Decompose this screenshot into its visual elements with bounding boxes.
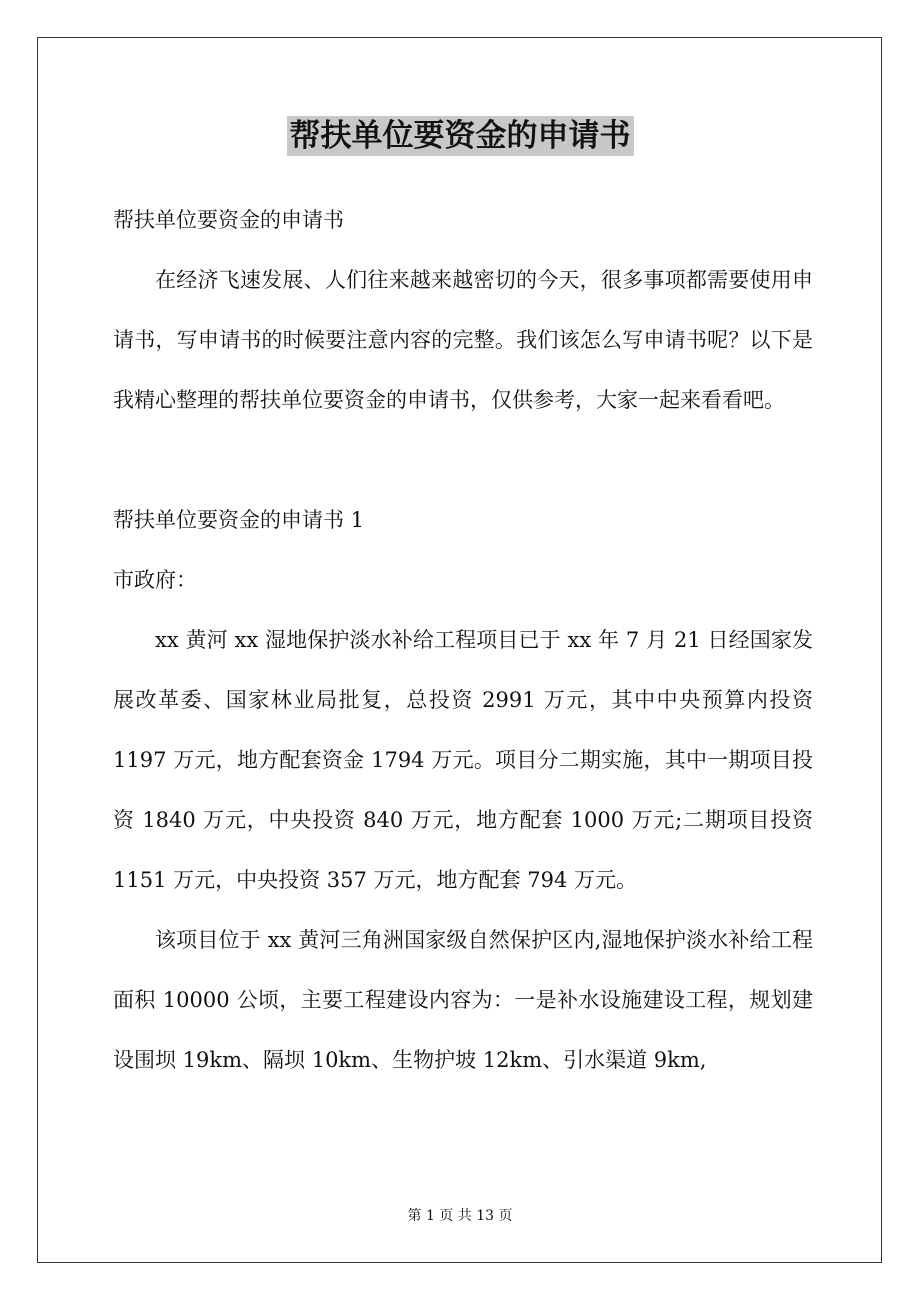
section-heading: 帮扶单位要资金的申请书 1 xyxy=(113,508,365,532)
document-subtitle: 帮扶单位要资金的申请书 xyxy=(113,208,344,232)
document-title xyxy=(0,112,920,160)
document-body xyxy=(113,190,813,1090)
body-paragraph-1: xx 黄河 xx 湿地保护淡水补给工程项目已于 xx 年 7 月 21 日经国家发展改革委、国家林业局批复，总投资 2991 万元，其中中央预算内投资 1197 万元，地方配套资金 1794 万元。项目分二期实施，其中一期项目投资 1840 万元，中央投资 840 万元，地方配套 1000 万元;二期项目投资 1151 万元，中央投资 357 万元，地方配套 794 万元。 xyxy=(113,628,813,892)
page-footer: 第 1 页 共 13 页 xyxy=(407,1208,513,1224)
body-paragraph-2: 该项目位于 xx 黄河三角洲国家级自然保护区内,湿地保护淡水补给工程面积 10000 公顷，主要工程建设内容为：一是补水设施建设工程，规划建设围坝 19km、隔坝 10km、生物护坡 12km、引水渠道 9km, xyxy=(113,928,813,1072)
document-title-text: 帮扶单位要资金的申请书 xyxy=(287,116,634,156)
salutation: 市政府： xyxy=(113,568,197,592)
intro-paragraph: 在经济飞速发展、人们往来越来越密切的今天，很多事项都需要使用申请书，写申请书的时候要注意内容的完整。我们该怎么写申请书呢？以下是我精心整理的帮扶单位要资金的申请书，仅供参考，大家一起来看看吧。 xyxy=(113,268,813,412)
